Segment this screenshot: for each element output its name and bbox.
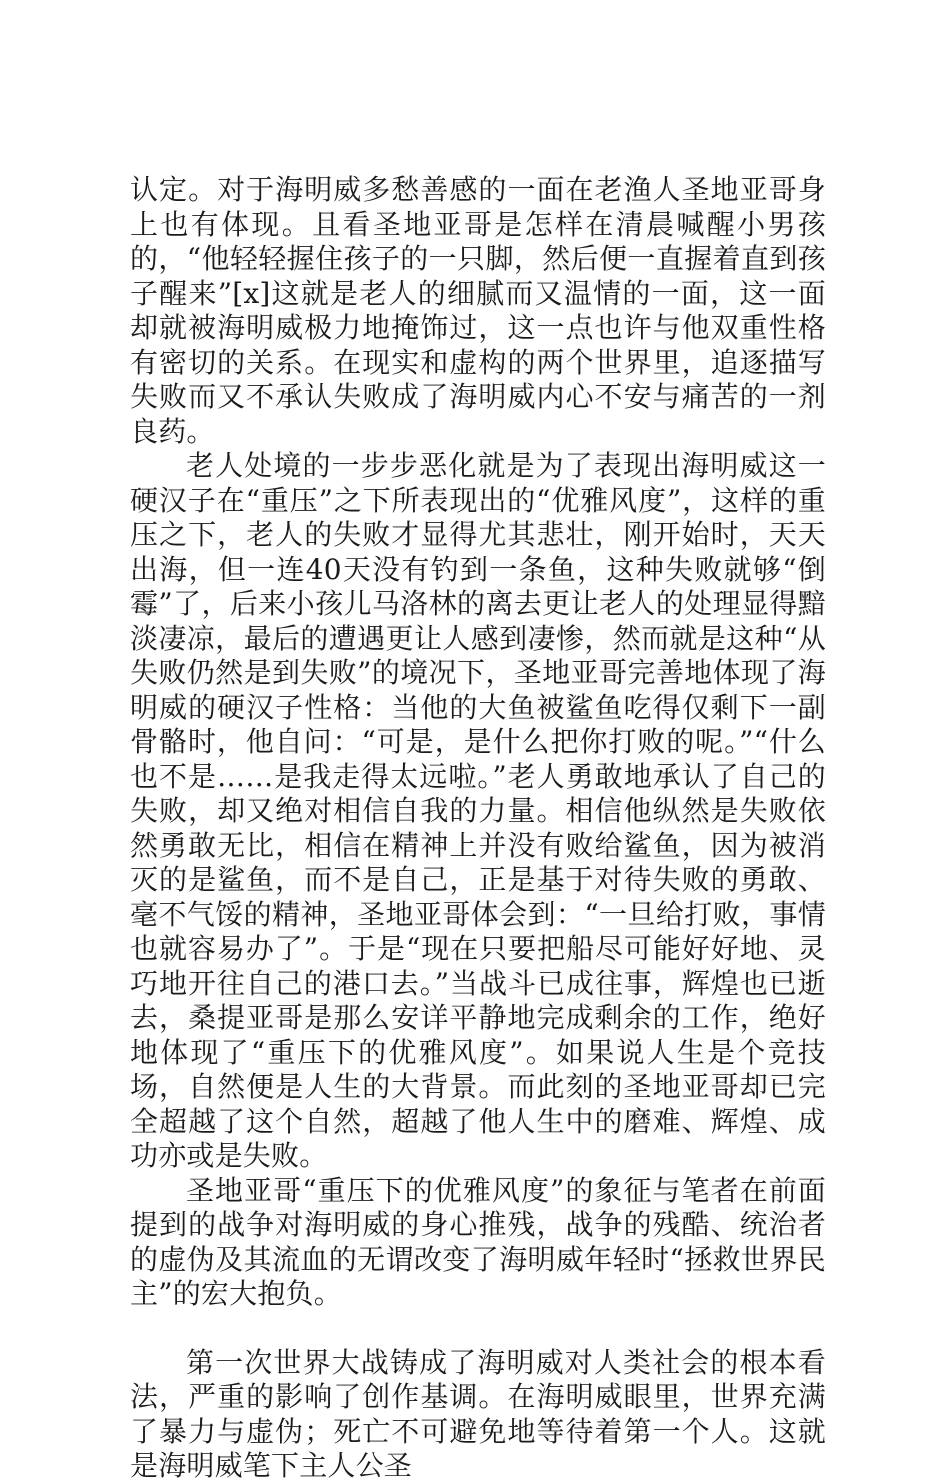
paragraph-3: 圣地亚哥“重压下的优雅风度”的象征与笔者在前面提到的战争对海明威的身心推残，战争的残酷、统治者的虚伪及其流血的无谓改变了海明威年轻时“拯救世界民主”的宏大抱负。	[130, 1173, 826, 1310]
paragraph-2: 老人处境的一步步恶化就是为了表现出海明威这一硬汉子在“重压”之下所表现出的“优雅风度”，这样的重压之下，老人的失败才显得尤其悲壮，刚开始时，天天出海，但一连40天没有钓到一条鱼，这种失败就够“倒霉”了，后来小孩儿马洛林的离去更让老人的处理显得黯淡凄凉，最后的遭遇更让人感到凄惨，然而就是这种“从失败仍然是到失败”的境况下，圣地亚哥完善地体现了海明威的硬汉子性格：当他的大鱼被鲨鱼吃得仅剩下一副骨骼时，他自问：“可是，是什么把你打败的呢。”“什么也不是……是我走得太远啦。”老人勇敢地承认了自己的失败，却又绝对相信自我的力量。相信他纵然是失败依然勇敢无比，相信在精神上并没有败给鲨鱼，因为被消灭的是鲨鱼，而不是自己，正是基于对待失败的勇敢、毫不气馁的精神，圣地亚哥体会到：“一旦给打败，事情也就容易办了”。于是“现在只要把船尽可能好好地、灵巧地开往自己的港口去。”当战斗已成往事，辉煌也已逝去，桑提亚哥是那么安详平静地完成剩余的工作，绝好地体现了“重压下的优雅风度”。如果说人生是个竞技场，自然便是人生的大背景。而此刻的圣地亚哥却已完全超越了这个自然，超越了他人生中的磨难、辉煌、成功亦或是失败。	[130, 449, 826, 1172]
paragraph-spacer	[130, 1312, 826, 1346]
paragraph-4: 第一次世界大战铸成了海明威对人类社会的根本看法，严重的影响了创作基调。在海明威眼里，世界充满了暴力与虚伪；死亡不可避免地等待着第一个人。这就是海明威笔下主人公圣	[130, 1345, 826, 1482]
paragraph-1: 认定。对于海明威多愁善感的一面在老渔人圣地亚哥身上也有体现。且看圣地亚哥是怎样在清晨喊醒小男孩的，“他轻轻握住孩子的一只脚，然后便一直握着直到孩子醒来”[x]这就是老人的细腻而又温情的一面，这一面却就被海明威极力地掩饰过，这一点也许与他双重性格有密切的关系。在现实和虚构的两个世界里，追逐描写失败而又不承认失败成了海明威内心不安与痛苦的一剂良药。	[130, 173, 826, 448]
body-text	[130, 173, 826, 1484]
